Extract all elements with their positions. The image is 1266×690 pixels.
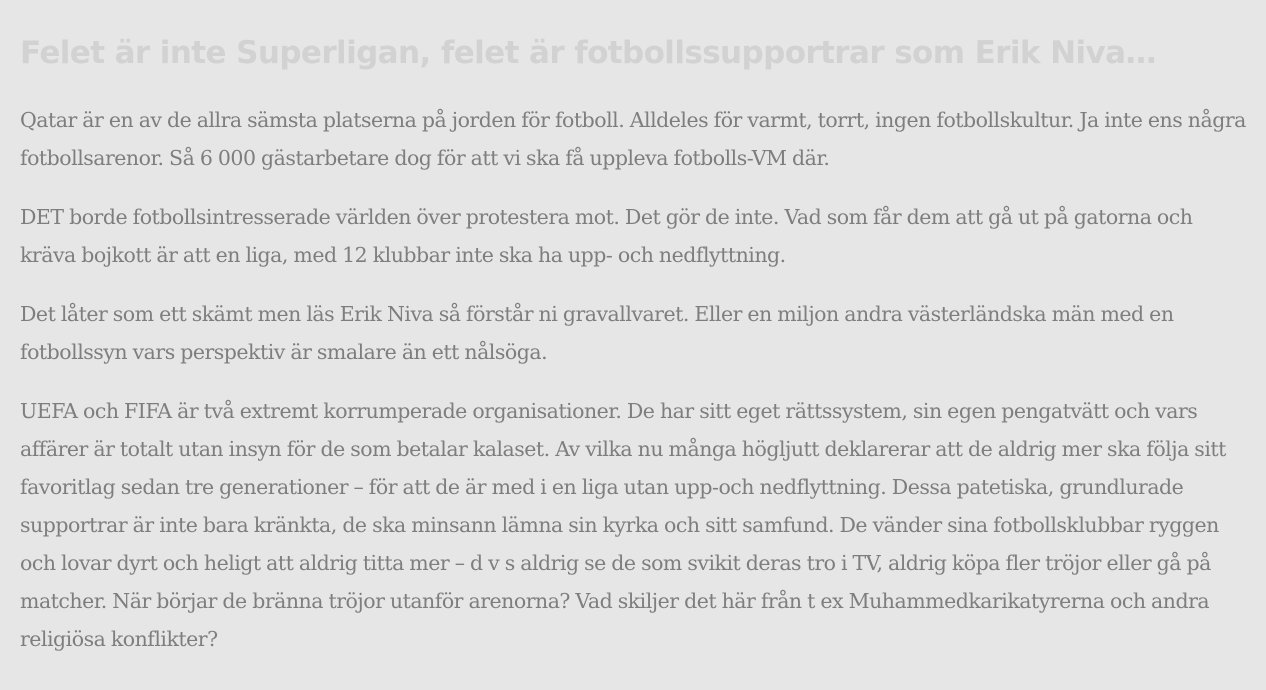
article-title: Felet är inte Superligan, felet är fotbollssupportrar som Erik Niva… — [20, 35, 1156, 71]
article-paragraph: Qatar är en av de allra sämsta platserna på jorden för fotboll. Alldeles för varmt, torrt, ingen fotbollskultur. Ja inte ens några fotbollsarenor. Så 6 000 gästarbetare dog för att vi ska få uppleva fotbolls-VM där. — [20, 108, 1246, 170]
article-body — [20, 101, 1246, 658]
article — [20, 0, 1246, 658]
article-paragraph: Det låter som ett skämt men läs Erik Niva så förstår ni gravallvaret. Eller en miljon andra västerländska män med en fotbollssyn vars perspektiv är smalare än ett nålsöga. — [20, 302, 1174, 364]
article-paragraph: DET borde fotbollsintresserade världen över protestera mot. Det gör de inte. Vad som får dem att gå ut på gatorna och kräva bojkott är att en liga, med 12 klubbar inte ska ha upp- och nedflyttning. — [20, 205, 1193, 267]
article-paragraph: UEFA och FIFA är två extremt korrumperade organisationer. De har sitt eget rättssystem, sin egen pengatvätt och vars affärer är totalt utan insyn för de som betalar kalaset. Av vilka nu många högljutt deklarerar att de aldrig mer ska följa sitt favoritlag sedan tre generationer – för att de är med i en liga utan upp-och nedflyttning. Dessa patetiska, grundlurade supportrar är inte bara kränkta, de ska minsann lämna sin kyrka och sitt samfund. De vänder sina fotbollsklubbar ryggen och lovar dyrt och heligt att aldrig titta mer – d v s aldrig se de som svikit deras tro i TV, aldrig köpa fler tröjor eller gå på matcher. När börjar de bränna tröjor utanför arenorna? Vad skiljer det här från t ex Muhammedkarikatyrerna och andra religiösa konflikter? — [20, 399, 1226, 651]
